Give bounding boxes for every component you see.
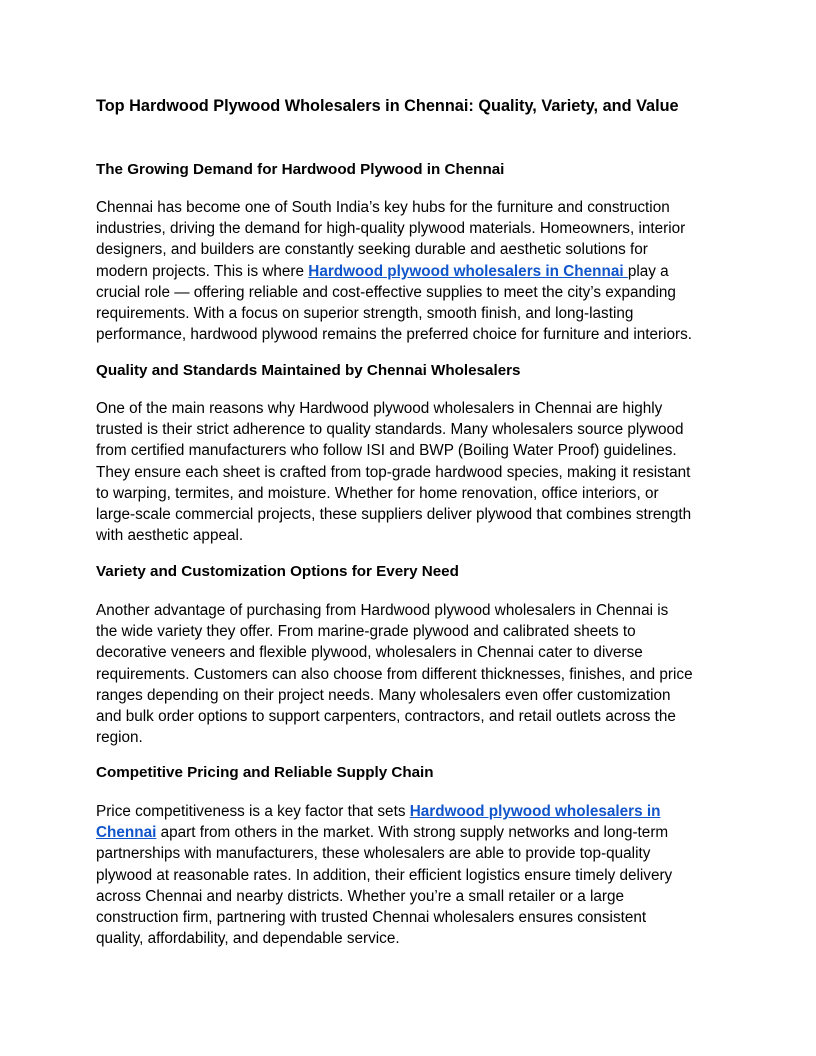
paragraph-line	[96, 483, 691, 504]
text-run: from certified manufacturers who follow ISI and BWP (Boiling Water Proof) guidelines.	[96, 442, 677, 460]
text-run: trusted is their strict adherence to quality standards. Many wholesalers source plywood	[96, 421, 684, 439]
paragraph-line	[96, 261, 692, 282]
text-run: with aesthetic appeal.	[96, 527, 244, 545]
text-run: apart from others in the market. With strong supply networks and long-term	[156, 824, 669, 842]
paragraph-line	[96, 727, 693, 748]
text-run: to warping, termites, and moisture. Whether for home renovation, office interiors, or	[96, 484, 659, 502]
paragraph-line	[96, 324, 692, 345]
paragraph-line	[96, 600, 693, 621]
section-paragraph	[96, 398, 691, 546]
text-run: decorative veneers and flexible plywood, wholesalers in Chennai cater to diverse	[96, 644, 643, 662]
paragraph-line	[96, 282, 692, 303]
text-run: ranges depending on their project needs. Many wholesalers even offer customization	[96, 686, 671, 704]
paragraph-line	[96, 685, 693, 706]
paragraph-line	[96, 843, 672, 864]
text-run: modern projects. This is where	[96, 262, 309, 280]
paragraph-line	[96, 239, 692, 260]
text-run: large-scale commercial projects, these suppliers deliver plywood that combines strength	[96, 506, 692, 524]
paragraph-line	[96, 621, 693, 642]
text-run: designers, and builders are constantly seeking durable and aesthetic solutions for	[96, 241, 648, 259]
text-run: requirements. Customers can also choose from different thicknesses, finishes, and price	[96, 665, 693, 683]
paragraph-line	[96, 462, 691, 483]
section-paragraph	[96, 197, 692, 345]
text-run: plywood at reasonable rates. In addition, their efficient logistics ensure timely delivery	[96, 866, 673, 884]
section-paragraph	[96, 801, 672, 949]
section-heading: Variety and Customization Options for Every Need	[96, 563, 459, 580]
paragraph-line	[96, 504, 691, 525]
section-heading: Quality and Standards Maintained by Chennai Wholesalers	[96, 362, 521, 379]
text-run: requirements. With a focus on superior strength, smooth finish, and long-lasting	[96, 305, 634, 323]
section-heading: The Growing Demand for Hardwood Plywood in Chennai	[96, 161, 505, 178]
section-paragraph	[96, 600, 693, 748]
section-heading: Competitive Pricing and Reliable Supply Chain	[96, 764, 434, 781]
paragraph-line	[96, 642, 693, 663]
paragraph-line	[96, 907, 672, 928]
text-run: Price competitiveness is a key factor that sets	[96, 803, 410, 820]
wholesalers-link[interactable]: Chennai	[96, 824, 157, 842]
text-run: They ensure each sheet is crafted from top-grade hardwood species, making it resistant	[96, 463, 691, 481]
text-run: Another advantage of purchasing from Hardwood plywood wholesalers in Chennai is	[96, 602, 669, 619]
paragraph-line	[96, 197, 692, 218]
paragraph-line	[96, 419, 691, 440]
text-run: across Chennai and nearby districts. Whether you’re a small retailer or a large	[96, 887, 624, 905]
document-title: Top Hardwood Plywood Wholesalers in Chennai: Quality, Variety, and Value	[96, 97, 679, 115]
paragraph-line	[96, 398, 691, 419]
text-run: performance, hardwood plywood remains the preferred choice for furniture and interiors.	[96, 326, 693, 344]
paragraph-line	[96, 822, 672, 843]
paragraph-line	[96, 525, 691, 546]
text-run: construction firm, partnering with trusted Chennai wholesalers ensures consistent	[96, 909, 647, 927]
text-run: region.	[96, 729, 143, 747]
paragraph-line	[96, 801, 672, 822]
paragraph-line	[96, 218, 692, 239]
paragraph-line	[96, 928, 672, 949]
paragraph-line	[96, 706, 693, 727]
wholesalers-link[interactable]: Hardwood plywood wholesalers in	[409, 803, 661, 820]
paragraph-line	[96, 664, 693, 685]
text-run: play a	[627, 262, 669, 280]
text-run: quality, affordability, and dependable service.	[96, 930, 400, 948]
paragraph-line	[96, 886, 672, 907]
text-run: industries, driving the demand for high-quality plywood materials. Homeowners, interior	[96, 220, 686, 238]
text-run: the wide variety they offer. From marine-grade plywood and calibrated sheets to	[96, 623, 636, 641]
text-run: partnerships with manufacturers, these wholesalers are able to provide top-quality	[96, 845, 651, 863]
paragraph-line	[96, 440, 691, 461]
text-run: One of the main reasons why Hardwood plywood wholesalers in Chennai are highly	[96, 400, 663, 417]
text-run: crucial role — offering reliable and cost-effective supplies to meet the city’s expanding	[96, 283, 676, 301]
paragraph-line	[96, 303, 692, 324]
paragraph-line	[96, 865, 672, 886]
text-run: Chennai has become one of South India’s key hubs for the furniture and construction	[96, 199, 670, 216]
text-run: and bulk order options to support carpenters, contractors, and retail outlets across the	[96, 708, 676, 726]
wholesalers-link[interactable]: Hardwood plywood wholesalers in Chennai	[308, 262, 628, 280]
